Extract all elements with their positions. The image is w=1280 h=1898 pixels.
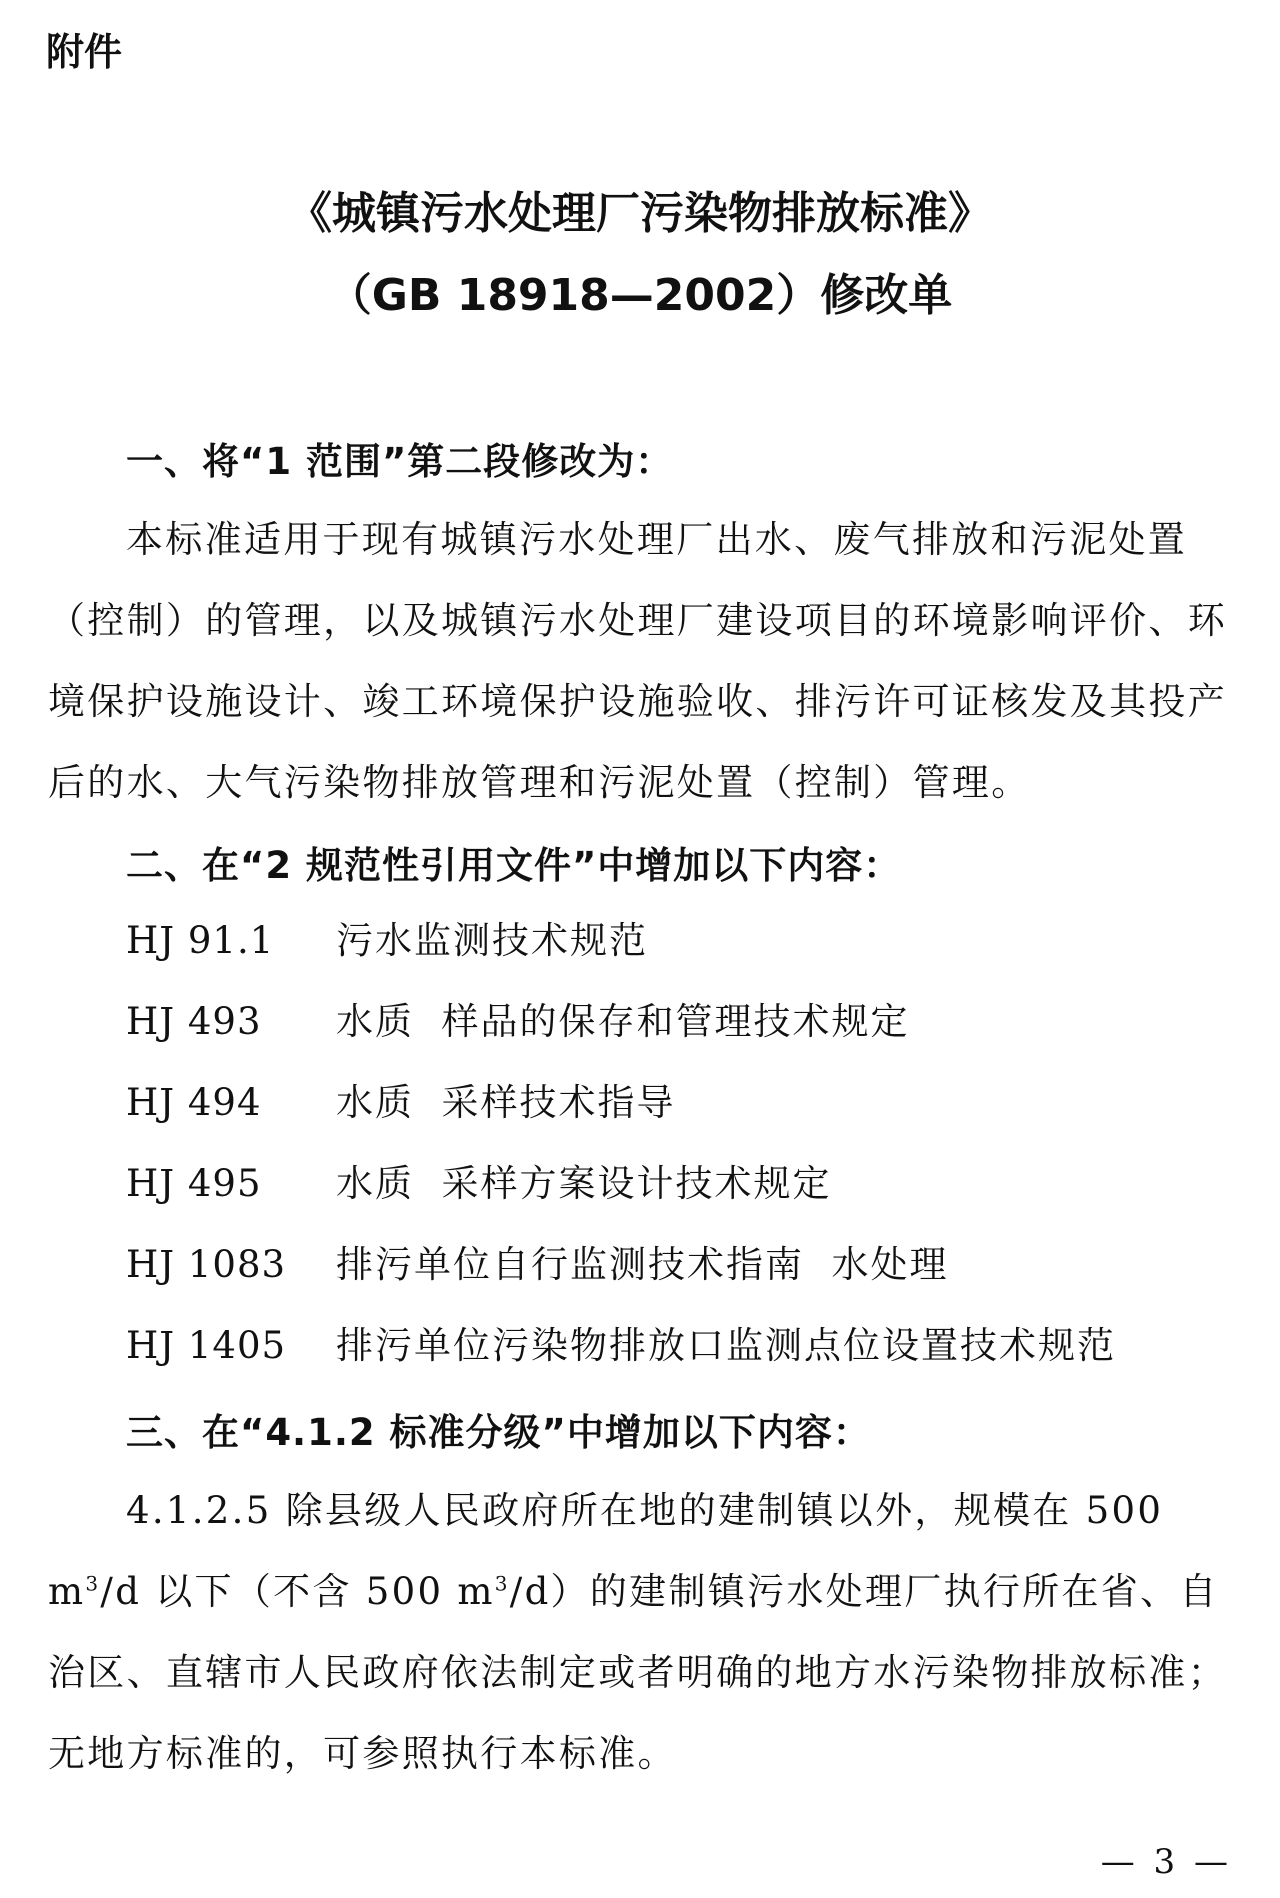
section3-text-part2: /d 以下（不含 500 m	[100, 1570, 495, 1613]
section1-paragraph: 本标准适用于现有城镇污水处理厂出水、废气排放和污泥处置（控制）的管理，以及城镇污水处理厂建设项目的环境影响评价、环境保护设施设计、竣工环境保护设施验收、排污许可证核发及其投产后的水、大气污染物排放管理和污泥处置（控制）管理。	[48, 518, 1227, 804]
section1-heading: 一、将“1 范围”第二段修改为：	[126, 440, 674, 483]
reference-name: 污水监测技术规范	[336, 919, 648, 962]
section3-text-part3: /d）的建制镇污水处理厂执行所在省、自治区、直辖市人民政府依法制定或者明确的地方水污染物排放标准；无地方标准的，可参照执行本标准。	[48, 1570, 1227, 1775]
reference-item	[126, 900, 1246, 981]
reference-item	[126, 1224, 1246, 1305]
reference-item	[126, 1062, 1246, 1143]
reference-code: HJ 1405	[126, 1324, 287, 1367]
document-title-line2: （GB 18918—2002）修改单	[327, 270, 953, 321]
reference-list	[126, 900, 1246, 1386]
reference-name: 水质 样品的保存和管理技术规定	[336, 1000, 910, 1043]
document-title-line1: 《城镇污水处理厂污染物排放标准》	[288, 188, 992, 239]
cubic-superscript: 3	[494, 1571, 510, 1596]
attachment-label: 附件	[46, 30, 123, 74]
reference-name: 水质 采样方案设计技术规定	[336, 1162, 832, 1205]
reference-name: 水质 采样技术指导	[336, 1081, 676, 1124]
reference-item	[126, 981, 1246, 1062]
reference-code: HJ 1083	[126, 1243, 287, 1286]
section3-heading: 三、在“4.1.2 标准分级”中增加以下内容：	[126, 1411, 871, 1454]
reference-name: 排污单位污染物排放口监测点位设置技术规范	[336, 1324, 1116, 1367]
cubic-superscript: 3	[85, 1571, 101, 1596]
reference-name: 排污单位自行监测技术指南 水处理	[336, 1243, 949, 1286]
reference-code: HJ 495	[126, 1162, 262, 1205]
page-number: — 3 —	[1100, 1842, 1232, 1882]
section3-paragraph	[48, 1470, 1248, 1794]
reference-code: HJ 493	[126, 1000, 262, 1043]
reference-code: HJ 91.1	[126, 919, 275, 962]
section2-heading: 二、在“2 规范性引用文件”中增加以下内容：	[126, 844, 902, 887]
section3-text-part1: 4.1.2.5 除县级人民政府所在地的建制镇以外，规模在 500 m	[48, 1489, 1164, 1613]
reference-item	[126, 1143, 1246, 1224]
reference-code: HJ 494	[126, 1081, 262, 1124]
reference-item	[126, 1305, 1246, 1386]
